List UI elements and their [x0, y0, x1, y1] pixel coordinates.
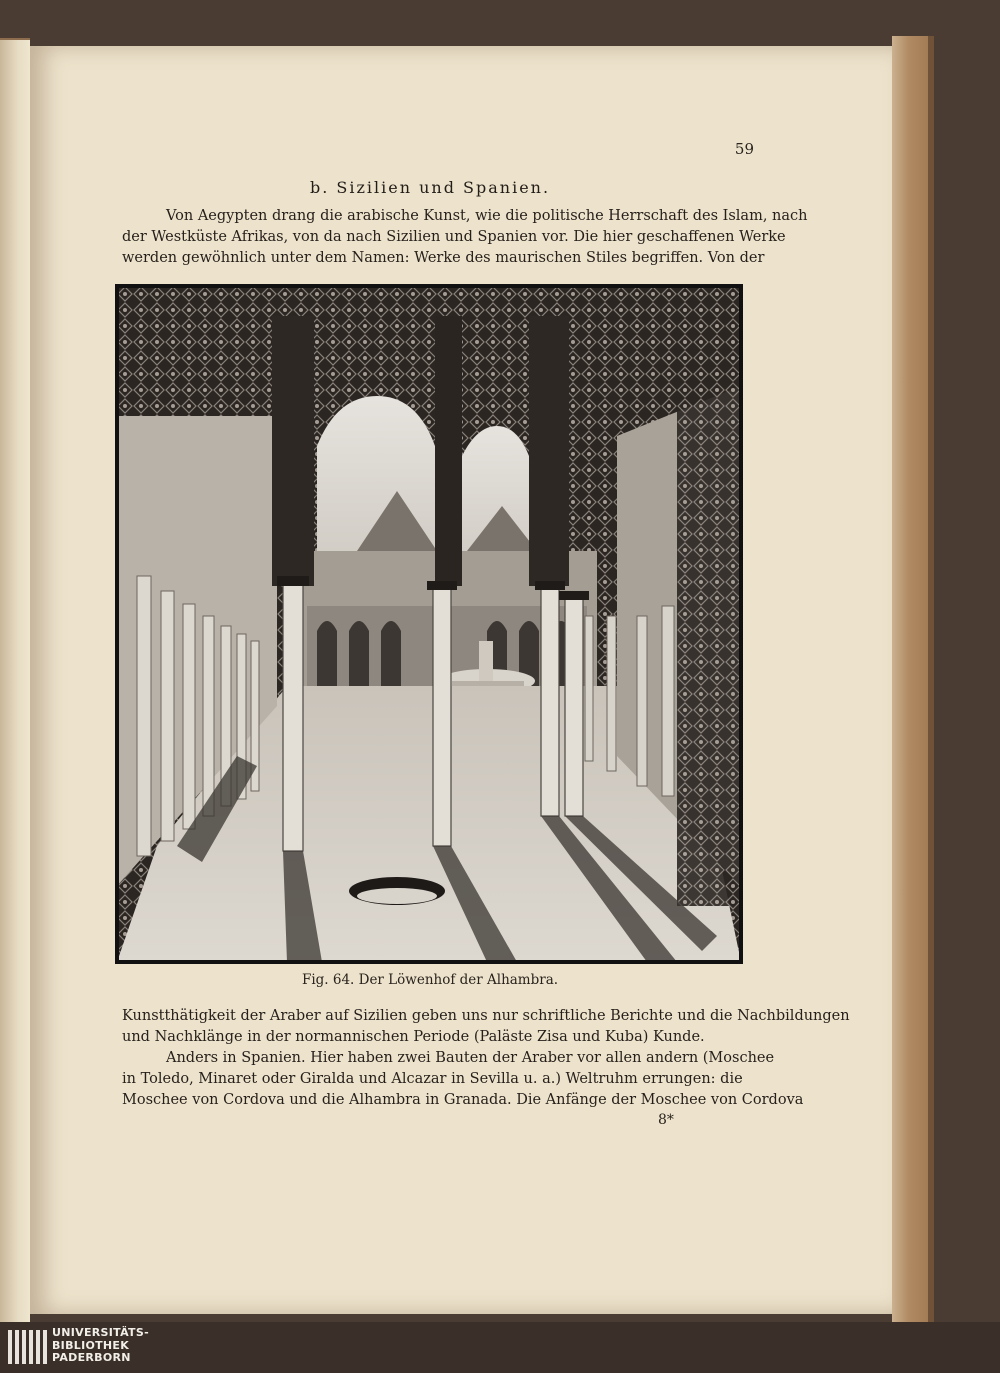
signature-mark: 8* — [658, 1112, 674, 1128]
section-title: b. Sizilien und Spanien. — [309, 178, 551, 197]
text-line: Anders in Spanien. Hier haben zwei Bauten der Araber vor allen andern (Moschee — [166, 1050, 775, 1066]
text-line: der Westküste Afrikas, von da nach Sizilien und Spanien vor. Die hier geschaffenen Werke — [122, 229, 786, 245]
text-line: in Toledo, Minaret oder Giralda und Alcazar in Sevilla u. a.) Weltruhm errungen: die — [122, 1071, 743, 1087]
footer-bar — [0, 1322, 1000, 1373]
intro-paragraph — [122, 206, 808, 269]
body-paragraph-1 — [122, 1006, 850, 1048]
figure-caption: Fig. 64. Der Löwenhof der Alhambra. — [301, 972, 559, 988]
left-page-edge — [0, 40, 30, 1322]
text-line: Moschee von Cordova und die Alhambra in Granada. Die Anfänge der Moschee von Cordova — [122, 1092, 804, 1108]
body-paragraph-2 — [122, 1048, 804, 1111]
text-line: und Nachklänge in der normannischen Periode (Paläste Zisa und Kuba) Kunde. — [122, 1029, 705, 1045]
book-cover-edge — [892, 36, 934, 1322]
text-line: Kunstthätigkeit der Araber auf Sizilien geben uns nur schriftliche Berichte und die Nachbildungen — [122, 1008, 850, 1024]
library-logo-text — [52, 1327, 149, 1365]
university-library-logo-icon — [8, 1330, 47, 1364]
text-line: Von Aegypten drang die arabische Kunst, wie die politische Herrschaft des Islam, nach — [166, 208, 808, 224]
page-number: 59 — [734, 140, 754, 158]
logo-line: UNIVERSITÄTS- — [52, 1326, 149, 1339]
text-line: werden gewöhnlich unter dem Namen: Werke des maurischen Stiles begriffen. Von der — [122, 250, 765, 266]
logo-line: BIBLIOTHEK — [52, 1338, 130, 1352]
alhambra-courtyard-photo — [117, 286, 741, 962]
logo-line: PADERBORN — [52, 1351, 131, 1364]
